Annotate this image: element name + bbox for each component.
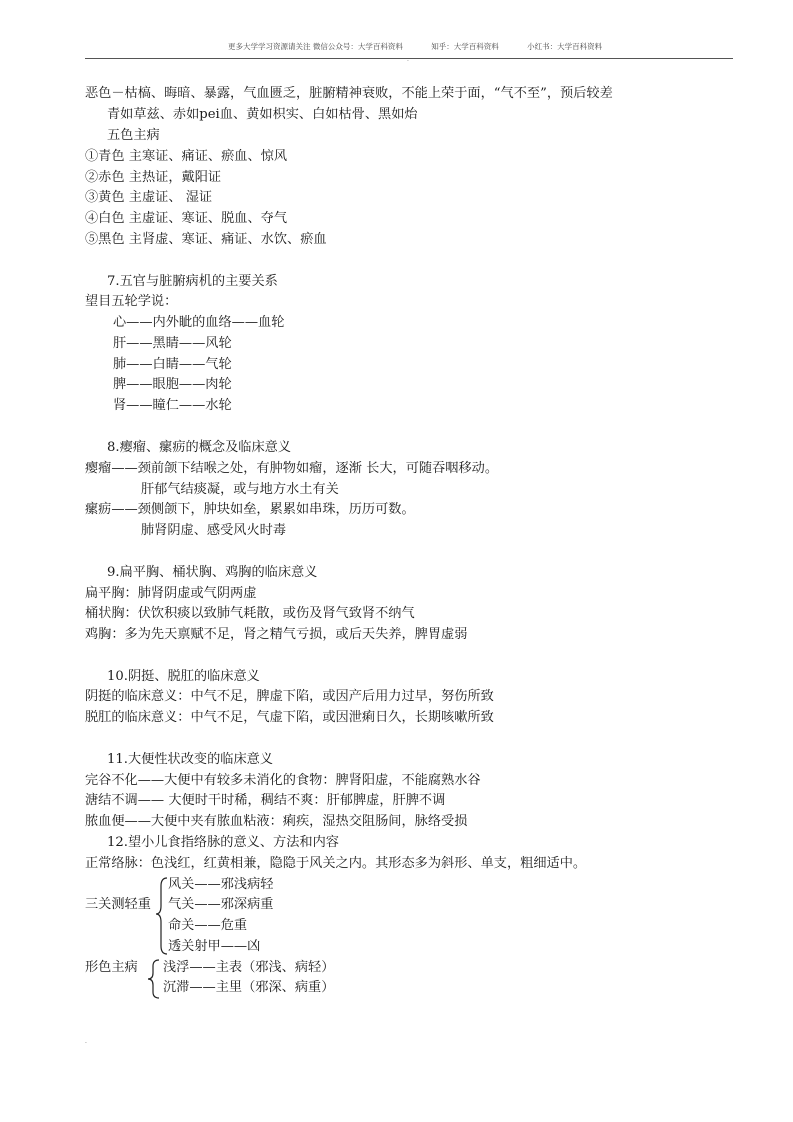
text-line: 望目五轮学说： — [85, 294, 178, 309]
text-line: 恶色－枯槁、晦暗、暴露，气血匮乏，脏腑精神衰败，不能上荣于面，“气不至”，预后较差 — [85, 86, 613, 101]
text-line: 瘰疬——颈侧颌下，肿块如垒，累累如串珠，历历可数。 — [85, 502, 415, 517]
text-line: ④白色 主虚证、寒证、脱血、夺气 — [85, 211, 288, 226]
footer-dot: . — [85, 1038, 87, 1045]
curly-brace-icon — [147, 958, 161, 1000]
text-line: 正常络脉：色浅红，红黄相兼，隐隐于风关之内。其形态多为斜形、单支，粗细适中。 — [85, 856, 587, 871]
section-heading: 12.望小儿食指络脉的意义、方法和内容 — [107, 835, 339, 850]
text-line: 肺肾阴虚、感受风火时毒 — [141, 523, 287, 538]
curly-brace-icon — [155, 876, 169, 956]
header-rule — [85, 58, 733, 59]
section-heading: 8.瘿瘤、瘰疬的概念及临床意义 — [107, 440, 292, 455]
text-line: 沉滞——主里（邪深、病重） — [163, 980, 335, 995]
section-heading: 10.阴挺、脱肛的临床意义 — [107, 669, 260, 684]
section-heading: 9.扁平胸、桶状胸、鸡胸的临床意义 — [107, 565, 318, 580]
text-line: ②赤色 主热证，戴阳证 — [85, 170, 222, 185]
text-line: 桶状胸：伏饮积痰以致肺气耗散，或伤及肾气致肾不纳气 — [85, 606, 415, 621]
text-line: 扁平胸：肺肾阴虚或气阴两虚 — [85, 586, 257, 601]
brace-label: 三关测轻重 — [85, 897, 151, 912]
header-xiaohongshu-text: 小红书：大学百科资料 — [527, 42, 603, 51]
text-line: 肾——瞳仁——水轮 — [113, 398, 232, 413]
text-line: 气关——邪深病重 — [168, 897, 274, 912]
text-line: 脓血便——大便中夹有脓血粘液：痢疾，湿热交阻肠间，脉络受损 — [85, 814, 468, 829]
text-line: ①青色 主寒证、痛证、瘀血、惊风 — [85, 149, 288, 164]
text-line: 肺——白睛——气轮 — [113, 357, 232, 372]
text-line: 浅浮——主表（邪浅、病轻） — [163, 960, 335, 975]
text-line: 肝郁气结痰凝，或与地方水土有关 — [141, 482, 339, 497]
text-line: 阴挺的临床意义：中气不足，脾虚下陷，或因产后用力过早，努伤所致 — [85, 689, 494, 704]
text-line: 青如草兹、赤如pei血、黄如枳实、白如枯骨、黑如炲 — [107, 107, 418, 122]
section-heading: 7.五官与脏腑病机的主要关系 — [107, 274, 278, 289]
section-heading: 11.大便性状改变的临床意义 — [107, 752, 274, 767]
text-line: 透关射甲——凶 — [168, 939, 261, 954]
brace-label: 形色主病 — [85, 960, 138, 975]
text-line: 心——内外眦的血络——血轮 — [113, 315, 285, 330]
page-header — [200, 41, 660, 52]
text-line: 风关——邪浅病轻 — [168, 877, 274, 892]
text-line: 溏结不调—— 大便时干时稀，稠结不爽：肝郁脾虚，肝脾不调 — [85, 793, 446, 808]
text-line: 命关——危重 — [168, 918, 248, 933]
text-line: 脱肛的临床意义：中气不足，气虚下陷，或因泄痢日久，长期咳嗽所致 — [85, 710, 494, 725]
text-line: 五色主病 — [107, 128, 160, 143]
text-line: 肝——黑睛——风轮 — [113, 336, 232, 351]
header-zhihu-text: 知乎：大学百科资料 — [431, 42, 499, 51]
text-line: ③黄色 主虚证、 湿证 — [85, 190, 213, 205]
text-line: 鸡胸：多为先天禀赋不足，肾之精气亏损，或后天失养，脾胃虚弱 — [85, 627, 468, 642]
text-line: 瘿瘤——颈前颌下结喉之处，有肿物如瘤，逐渐 长大，可随吞咽移动。 — [85, 461, 499, 476]
text-line: 脾——眼胞——肉轮 — [113, 377, 232, 392]
text-line: 完谷不化——大便中有较多未消化的食物：脾肾阳虚，不能腐熟水谷 — [85, 773, 481, 788]
text-line: ⑤黑色 主肾虚、寒证、痛证、水饮、瘀血 — [85, 232, 327, 247]
header-dot: . — [407, 56, 409, 63]
header-wechat-text: 更多大学学习资源请关注 微信公众号：大学百科资料 — [228, 42, 403, 51]
